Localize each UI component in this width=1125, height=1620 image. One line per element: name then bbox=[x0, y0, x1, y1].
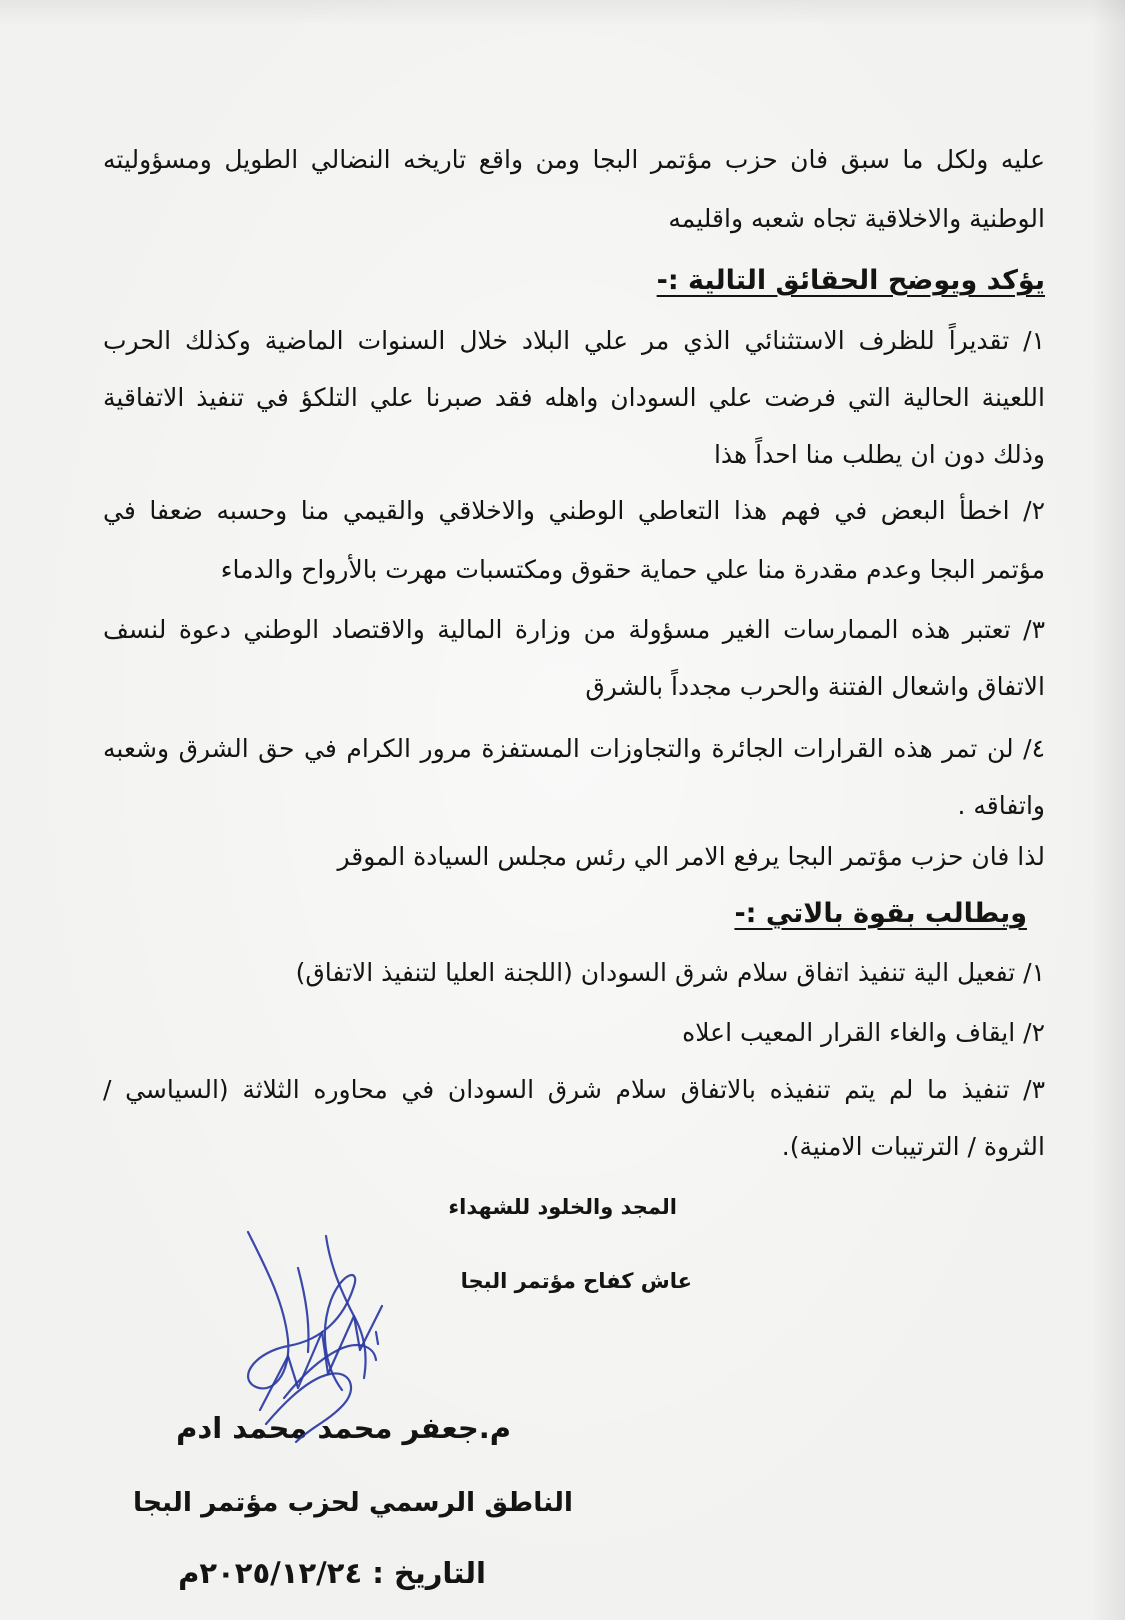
document-date: التاريخ : ٢٠٢٥/١٢/٢٤م bbox=[178, 1556, 486, 1590]
fact-1-line: ١/ تقديراً للظرف الاستثنائي الذي مر علي البلاد خلال السنوات الماضية وكذلك الحرب bbox=[103, 326, 1045, 355]
demand-1-line: ١/ تفعيل الية تنفيذ اتفاق سلام شرق السودان (اللجنة العليا لتنفيذ الاتفاق) bbox=[295, 958, 1045, 987]
fact-3-line: الاتفاق واشعال الفتنة والحرب مجدداً بالشرق bbox=[585, 672, 1045, 701]
demand-3-line: الثروة / الترتيبات الامنية). bbox=[781, 1132, 1045, 1161]
fact-2-line: ٢/ اخطأ البعض في فهم هذا التعاطي الوطني والاخلاقي والقيمي منا وحسبه ضعفا في bbox=[103, 496, 1045, 525]
intro-line: الوطنية والاخلاقية تجاه شعبه واقليمه bbox=[668, 204, 1045, 233]
fact-2-line: مؤتمر البجا وعدم مقدرة منا علي حماية حقوق ومكتسبات مهرت بالأرواح والدماء bbox=[220, 555, 1045, 584]
signature-stroke bbox=[260, 1306, 382, 1410]
scan-edge-shadow bbox=[1091, 0, 1125, 1620]
fact-1-line: اللعينة الحالية التي فرضت علي السودان واهله فقد صبرنا علي التلكؤ في تنفيذ الاتفاقية bbox=[103, 383, 1045, 412]
signer-name: م.جعفر محمد محمد ادم bbox=[176, 1411, 511, 1445]
closing-glory: المجد والخلود للشهداء bbox=[448, 1195, 677, 1219]
scan-top-shadow bbox=[0, 0, 1125, 26]
heading-demands-text: ويطالب بقوة بالاتي :- bbox=[734, 898, 1027, 929]
conclusion-line: لذا فان حزب مؤتمر البجا يرفع الامر الي رئس مجلس السيادة الموقر bbox=[337, 842, 1045, 871]
signature-stroke bbox=[248, 1232, 355, 1390]
demand-3-line: ٣/ تنفيذ ما لم يتم تنفيذه بالاتفاق سلام شرق السودان في محاوره الثلاثة (السياسي / bbox=[103, 1075, 1045, 1104]
signature-stroke bbox=[376, 1332, 378, 1344]
heading-demands bbox=[427, 893, 1027, 935]
heading-affirms-text: يؤكد ويوضح الحقائق التالية :- bbox=[656, 265, 1045, 296]
fact-4-line: واتفاقه . bbox=[957, 791, 1045, 820]
demand-2-line: ٢/ ايقاف والغاء القرار المعيب اعلاه bbox=[682, 1018, 1045, 1047]
handwritten-signature bbox=[226, 1228, 411, 1453]
fact-3-line: ٣/ تعتبر هذه الممارسات الغير مسؤولة من وزارة المالية والاقتصاد الوطني دعوة لنسف bbox=[103, 615, 1045, 644]
heading-affirms bbox=[445, 260, 1045, 302]
signer-title: الناطق الرسمي لحزب مؤتمر البجا bbox=[133, 1487, 573, 1518]
fact-1-line: وذلك دون ان يطلب منا احداً هذا bbox=[713, 440, 1045, 469]
fact-4-line: ٤/ لن تمر هذه القرارات الجائرة والتجاوزات المستفزة مرور الكرام في حق الشرق وشعبه bbox=[103, 734, 1045, 763]
intro-line: عليه ولكل ما سبق فان حزب مؤتمر البجا ومن واقع تاريخه النضالي الطويل ومسؤوليته bbox=[103, 145, 1045, 174]
closing-long-live: عاش كفاح مؤتمر البجا bbox=[460, 1269, 692, 1293]
